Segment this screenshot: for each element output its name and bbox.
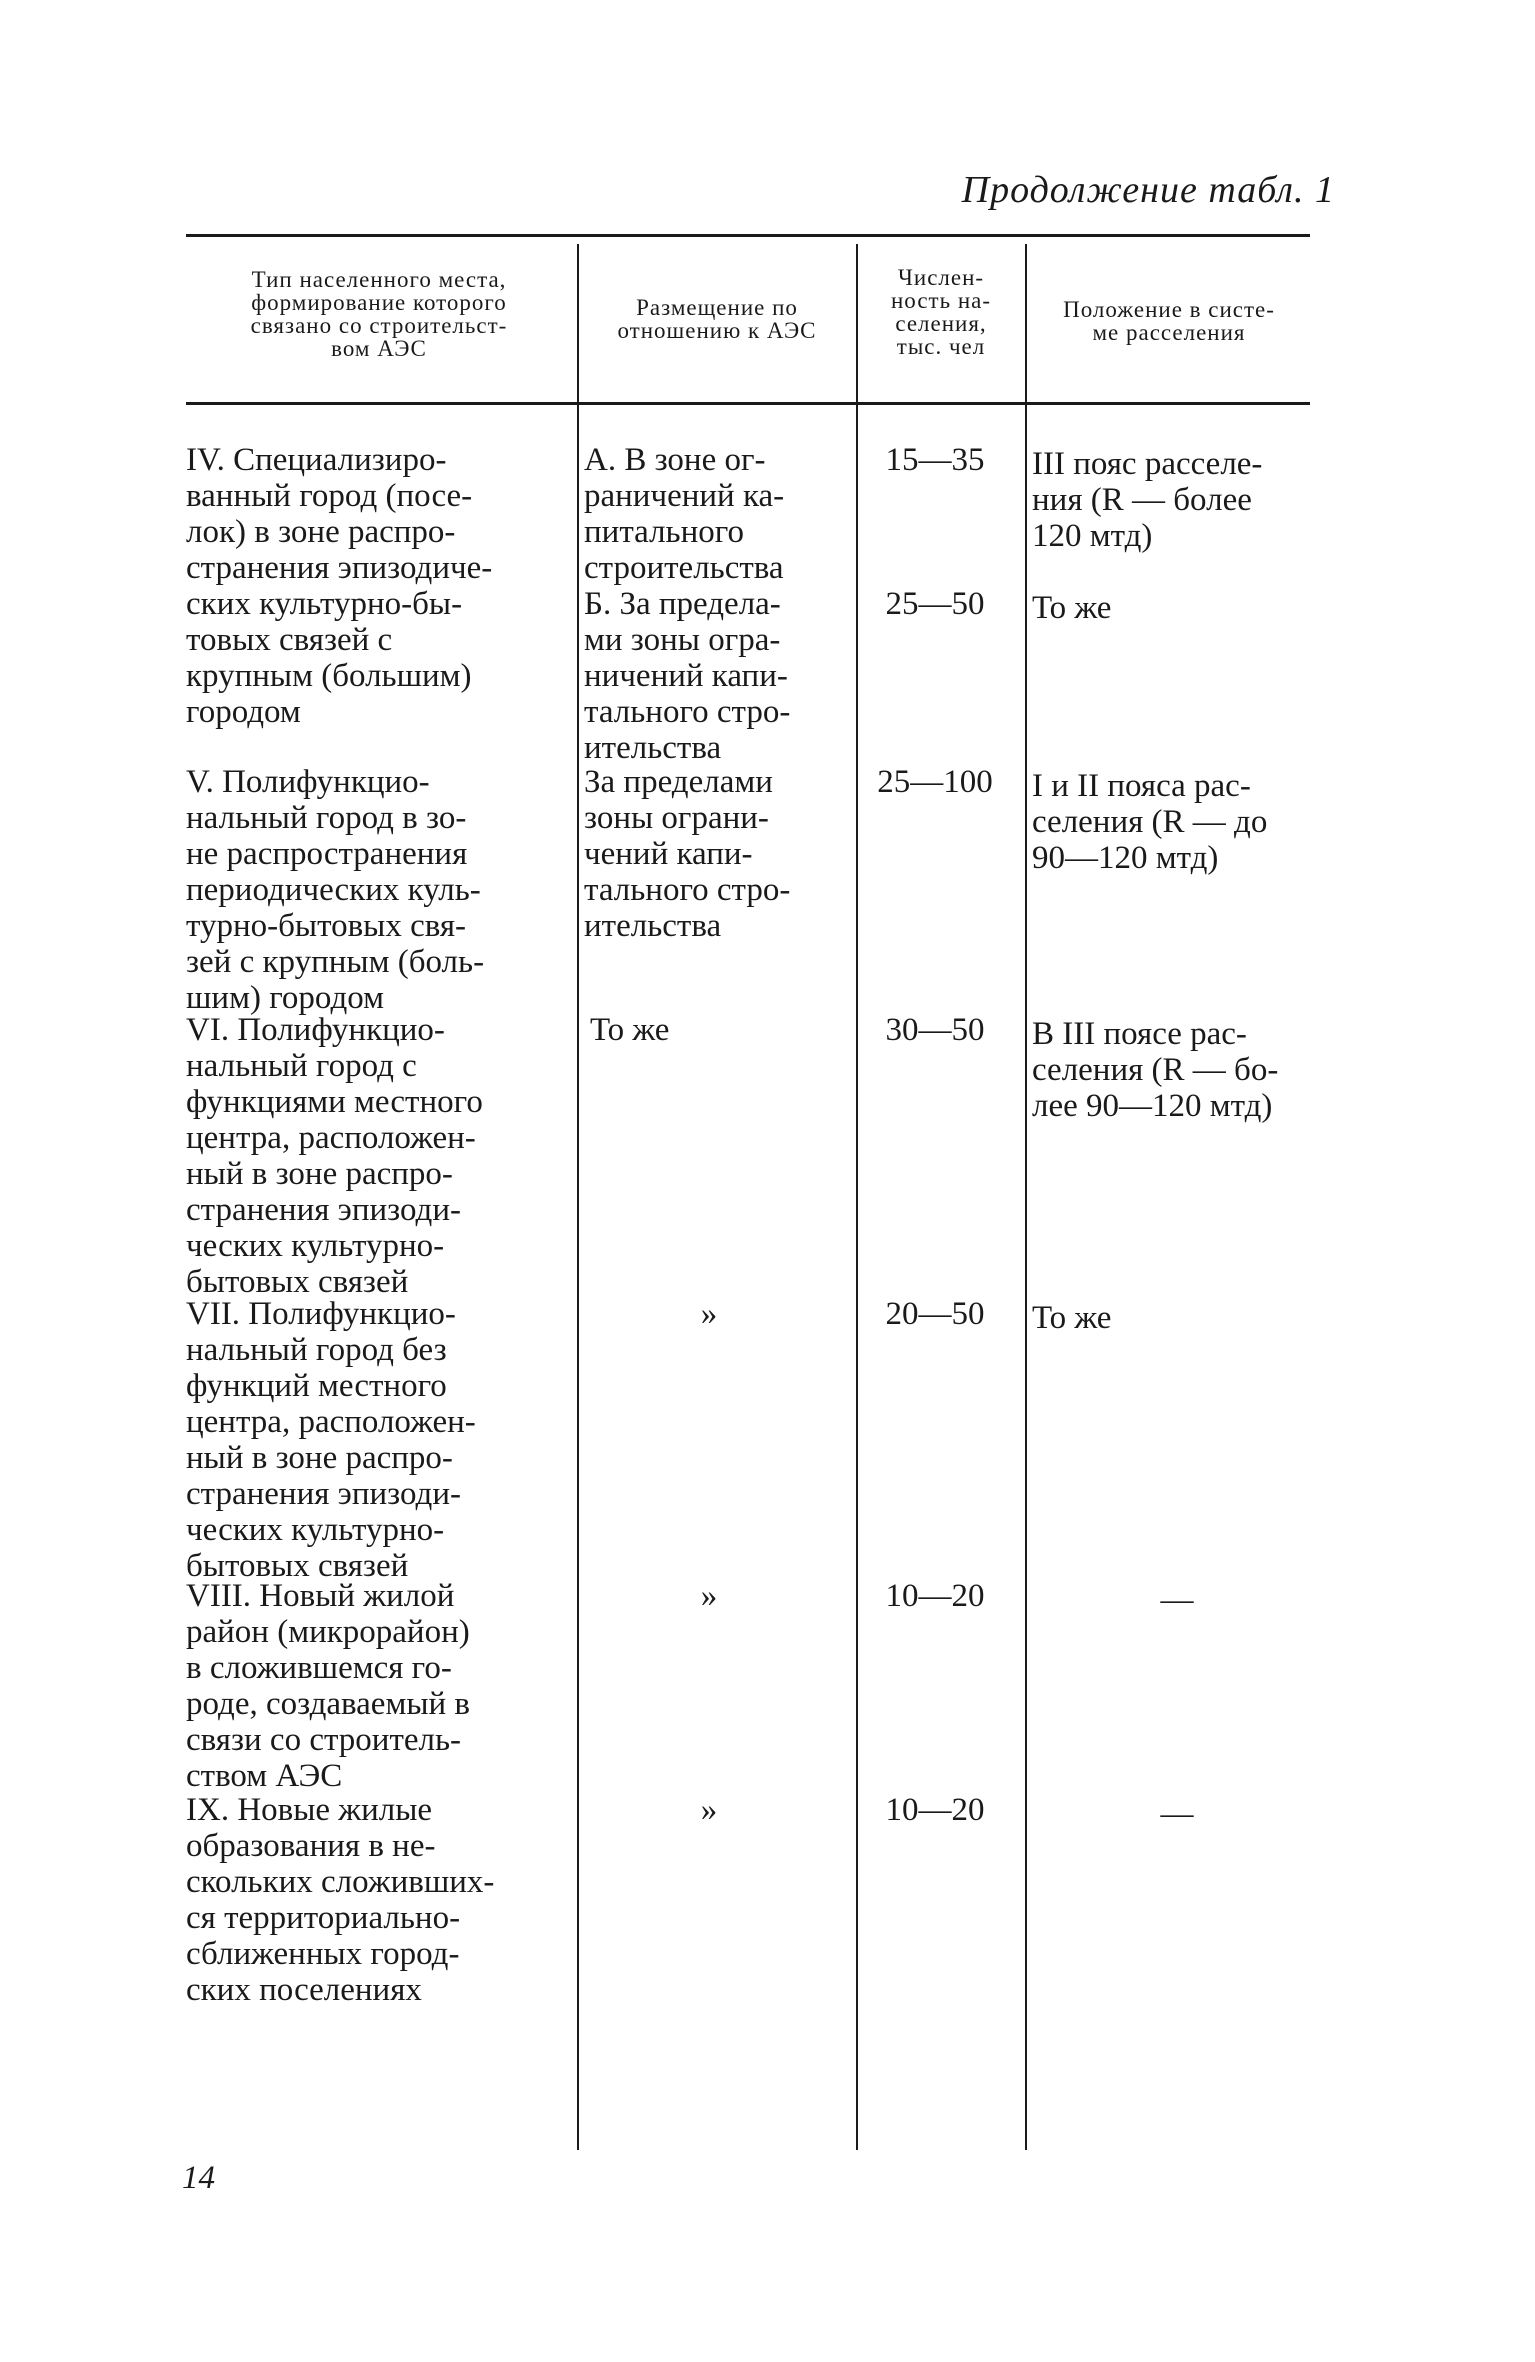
row-viii-position: — xyxy=(1160,1582,1194,1618)
row-v-placement: За пределами зоны ограни- чений капи- тального стро- ительства xyxy=(584,764,791,944)
row-iv-population-a: 15—35 xyxy=(885,442,985,478)
row-viii-type: VIII. Новый жилой район (микрорайон) в сложившемся го- роде, создаваемый в связи со строитель- ством АЭС xyxy=(186,1578,470,1794)
header-type: Тип населенного места, формирование которого связано со строительст- вом АЭС xyxy=(250,267,508,361)
continuation-caption: Продолжение табл. 1 xyxy=(961,169,1335,211)
table-top-rule xyxy=(186,234,1310,237)
row-vii-placement: » xyxy=(700,1296,718,1332)
row-iv-placement-a: А. В зоне ог- раничений ка- питального строительства xyxy=(584,442,785,586)
header-placement: Размещение по отношению к АЭС xyxy=(617,295,817,343)
row-iv-placement-b: Б. За предела- ми зоны огра- ничений капи- тального стро- ительства xyxy=(584,586,791,766)
row-vi-type: VI. Полифункцио- нальный город с функциями местного центра, расположен- ный в зоне распро- странения эпизоди- ческих культурно- бытовых связей xyxy=(186,1012,483,1300)
row-viii-population: 10—20 xyxy=(885,1578,985,1614)
row-iv-position-a: III пояс расселе- ния (R — более 120 мтд) xyxy=(1032,446,1263,554)
row-v-population: 25—100 xyxy=(877,764,993,800)
header-population: Числен- ность на- селения, тыс. чел xyxy=(890,265,992,359)
row-ix-type: IX. Новые жилые образования в не- скольких сложивших- ся территориально- сближенных город- ских поселениях xyxy=(186,1792,495,2008)
row-vi-position: В III поясе рас- селения (R — бо- лее 90—120 мтд) xyxy=(1032,1016,1279,1124)
column-divider-2 xyxy=(856,244,858,2150)
column-divider-3 xyxy=(1025,244,1027,2150)
row-v-position: I и II пояса рас- селения (R — до 90—120 мтд) xyxy=(1032,768,1268,876)
row-vii-position: То же xyxy=(1032,1300,1112,1336)
row-vii-population: 20—50 xyxy=(885,1296,985,1332)
table-header-rule xyxy=(186,402,1310,405)
row-iv-position-b: То же xyxy=(1032,590,1112,626)
row-vii-type: VII. Полифункцио- нальный город без функций местного центра, расположен- ный в зоне распро- странения эпизоди- ческих культурно- бытовых связей xyxy=(186,1296,476,1584)
row-ix-population: 10—20 xyxy=(885,1792,985,1828)
row-v-type: V. Полифункцио- нальный город в зо- не распространения периодических куль- турно-бытовых свя- зей с крупным (боль- шим) городом xyxy=(186,764,485,1016)
row-vi-population: 30—50 xyxy=(885,1012,985,1048)
row-ix-placement: » xyxy=(700,1792,718,1828)
row-viii-placement: » xyxy=(700,1578,718,1614)
header-position: Положение в систе- ме расселения xyxy=(1063,297,1275,345)
row-iv-population-b: 25—50 xyxy=(885,586,985,622)
page-number: 14 xyxy=(182,2160,215,2196)
column-divider-1 xyxy=(577,244,579,2150)
row-vi-placement: То же xyxy=(590,1012,670,1048)
row-iv-type: IV. Специализиро- ванный город (посе- лок) в зоне распро- странения эпизодиче- ских культурно-бы- товых связей с крупным (большим) городом xyxy=(186,442,493,730)
row-ix-position: — xyxy=(1160,1796,1194,1832)
